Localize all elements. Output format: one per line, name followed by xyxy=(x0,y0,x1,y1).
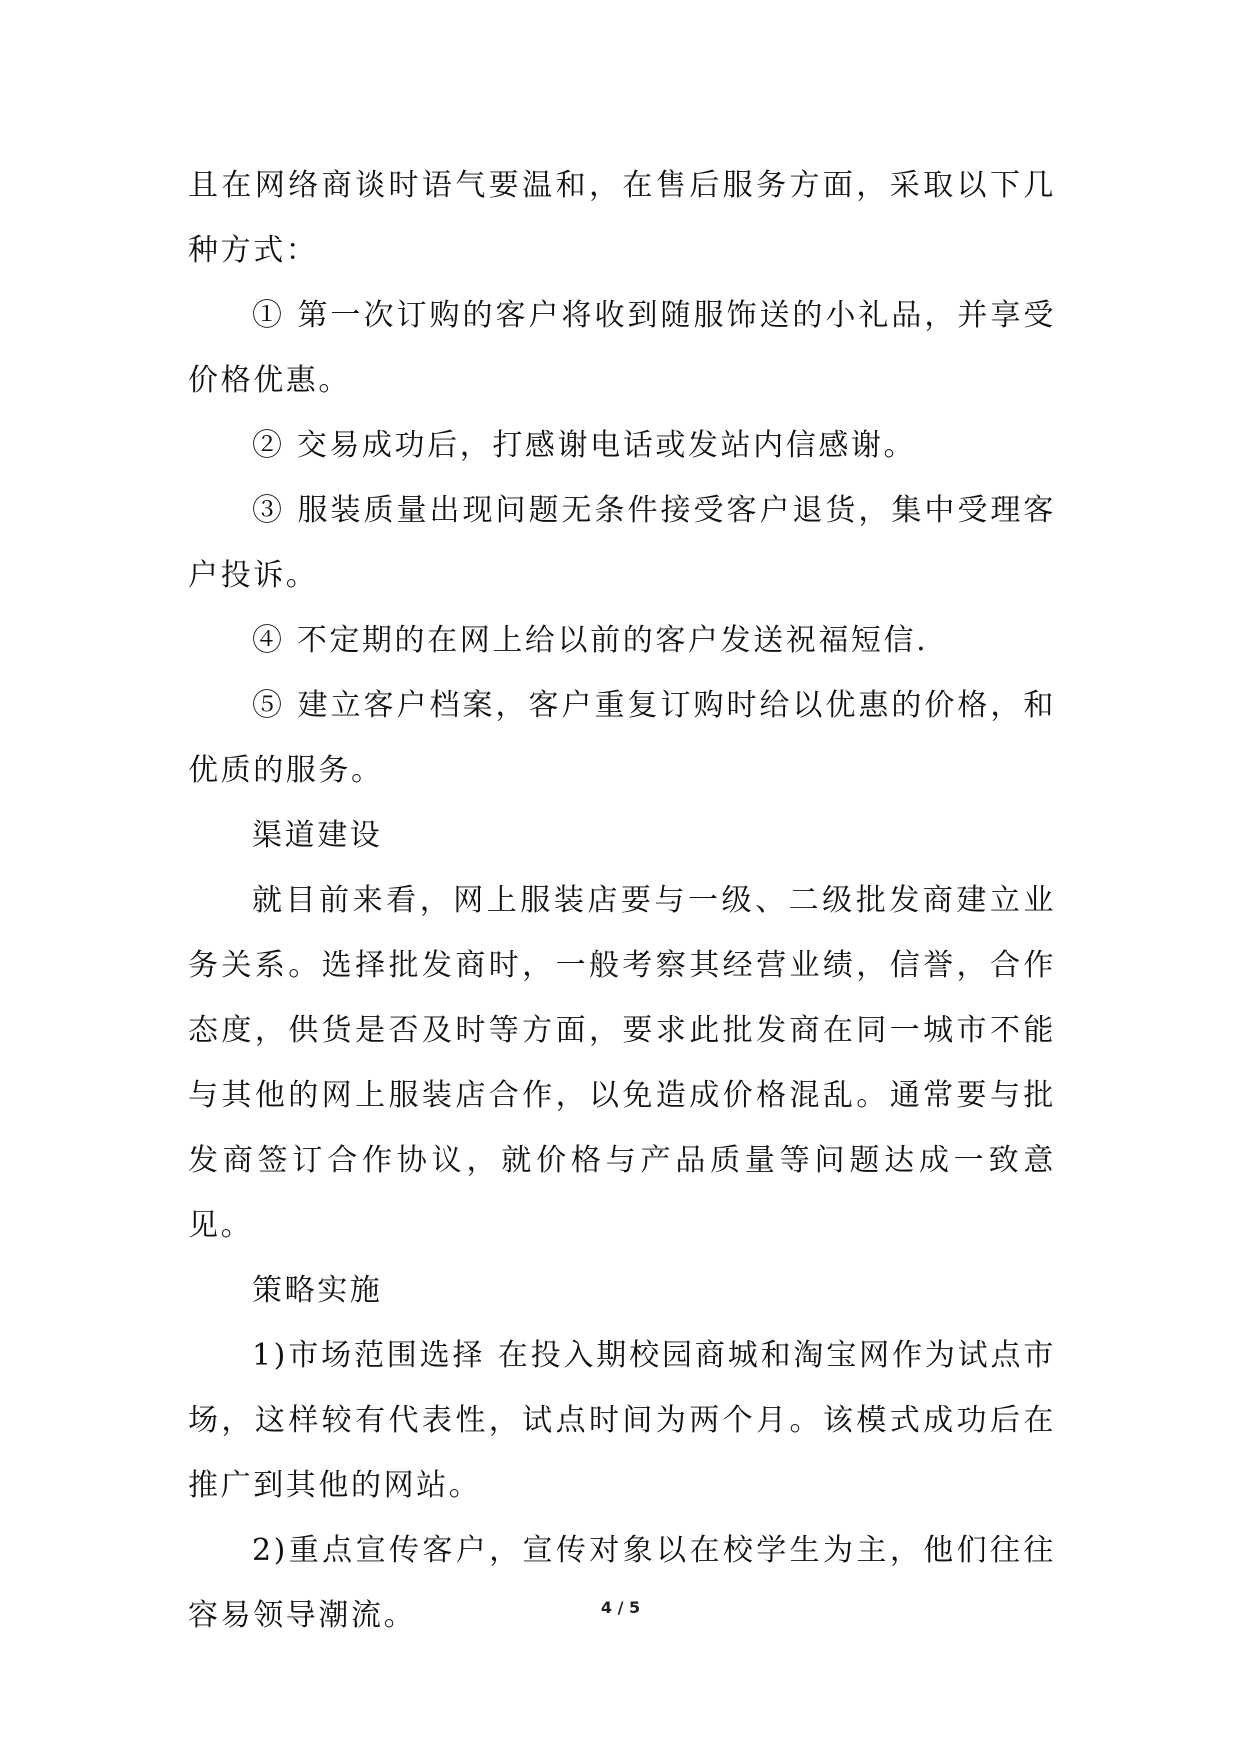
section-heading-strategy: 策略实施 xyxy=(252,1273,383,1308)
paragraph-strategy-1: 1)市场范围选择 在投入期校园商城和淘宝网作为试点市场，这样较有代表性，试点时间为两个月。该模式成功后在推广到其他的网站。 xyxy=(188,1338,1056,1503)
list-item-service-2: ② 交易成功后，打感谢电话或发站内信感谢。 xyxy=(252,428,917,463)
list-item-service-5: ⑤ 建立客户档案，客户重复订购时给以优惠的价格，和优质的服务。 xyxy=(188,688,1056,788)
list-item-service-4: ④ 不定期的在网上给以前的客户发送祝福短信. xyxy=(252,623,929,658)
paragraph-service-intro: 且在网络商谈时语气要温和，在售后服务方面，采取以下几种方式： xyxy=(188,168,1056,268)
page-number: 4 / 5 xyxy=(600,1598,641,1617)
list-item-service-3: ③ 服装质量出现问题无条件接受客户退货，集中受理客户投诉。 xyxy=(188,493,1056,593)
paragraph-strategy-2: 2)重点宣传客户，宣传对象以在校学生为主，他们往往容易领导潮流。 xyxy=(188,1533,1056,1633)
section-heading-channel: 渠道建设 xyxy=(252,818,383,853)
paragraph-channel: 就目前来看，网上服装店要与一级、二级批发商建立业务关系。选择批发商时，一般考察其经营业绩，信誉，合作态度，供货是否及时等方面，要求此批发商在同一城市不能与其他的网上服装店合作，以免造成价格混乱。通常要与批发商签订合作协议，就价格与产品质量等问题达成一致意见。 xyxy=(188,883,1056,1243)
list-item-service-1: ① 第一次订购的客户将收到随服饰送的小礼品，并享受价格优惠。 xyxy=(188,298,1056,398)
document-body xyxy=(188,153,1056,1648)
